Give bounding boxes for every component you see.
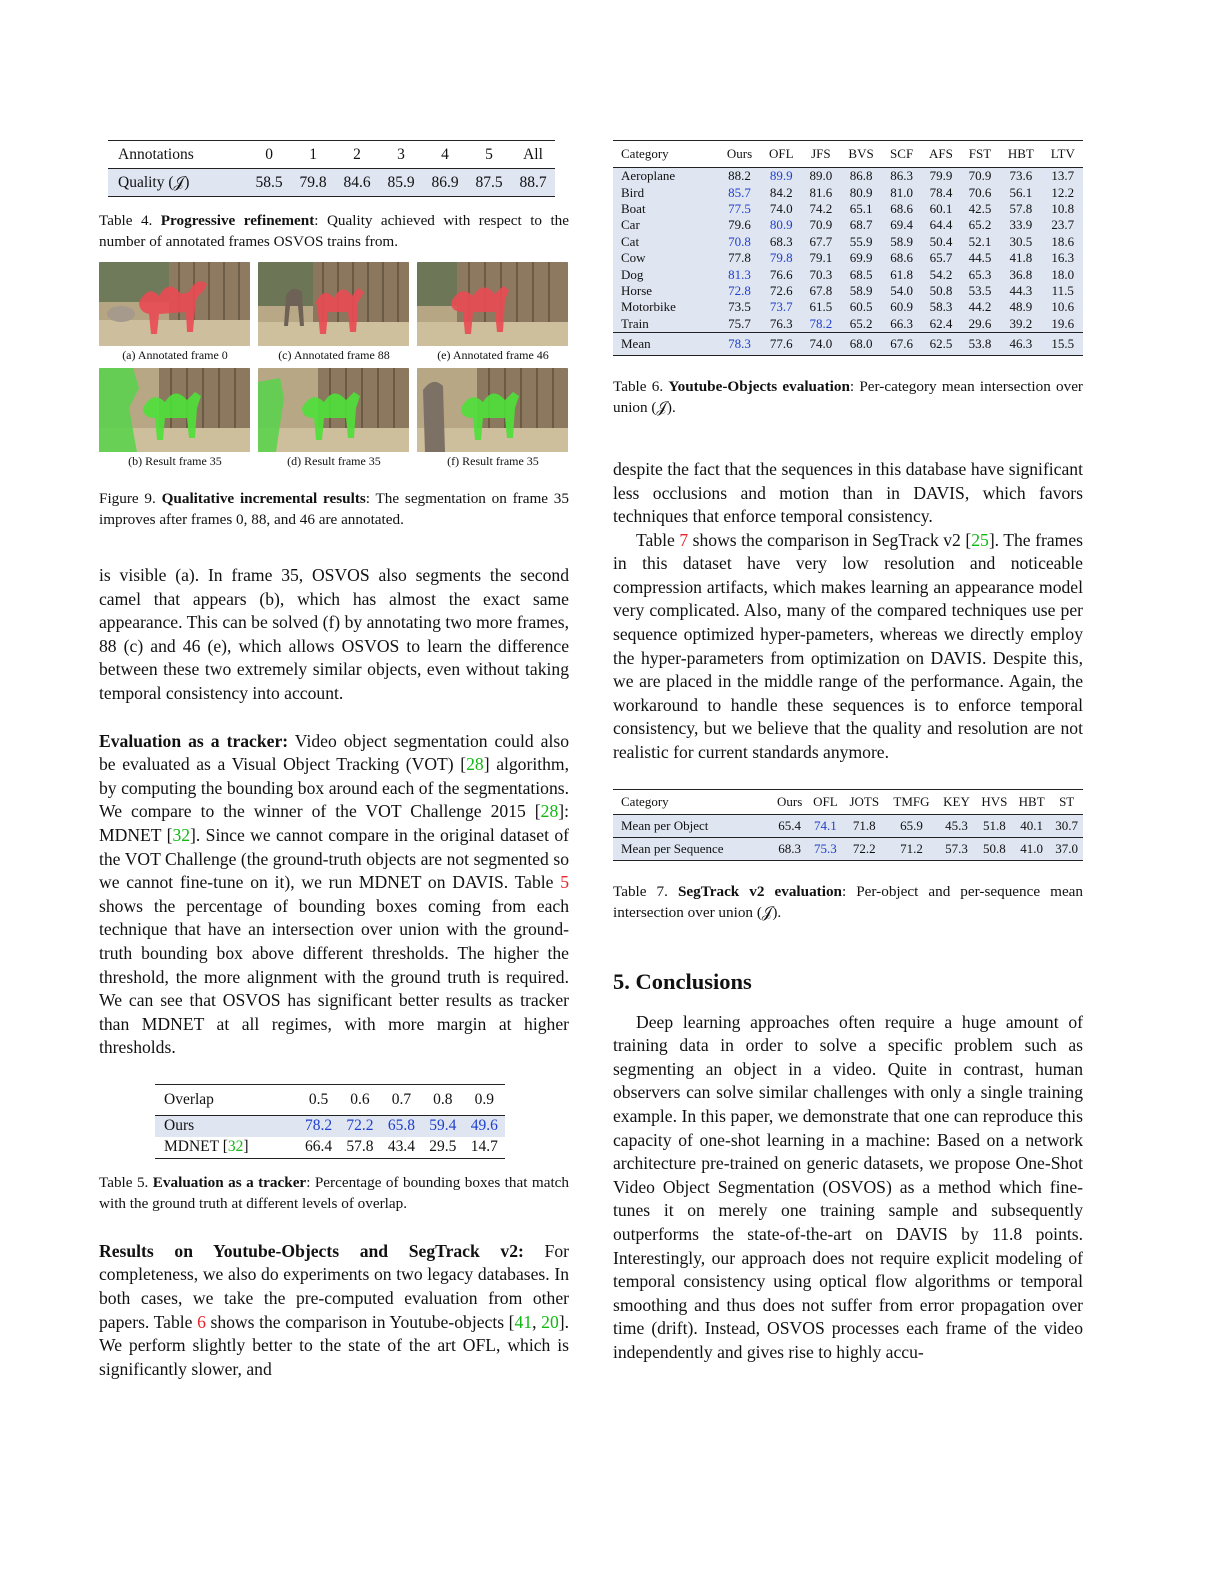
table-4 bbox=[108, 140, 555, 197]
table-6-cell: 19.6 bbox=[1043, 316, 1083, 333]
table-6-cell: 79.6 bbox=[718, 217, 760, 233]
table-6-cell: 75.7 bbox=[718, 316, 760, 333]
table-6-cell: 68.7 bbox=[840, 217, 882, 233]
table-6-cell: Aeroplane bbox=[613, 168, 718, 185]
table-6-cell: 67.8 bbox=[802, 283, 840, 299]
table-6-cell: 13.7 bbox=[1043, 168, 1083, 185]
table-6-cell: 81.6 bbox=[802, 184, 840, 200]
figure-image-result-frame-35-f bbox=[417, 368, 568, 452]
table-6-cell: 88.2 bbox=[718, 168, 760, 185]
text: ]: MDNET [ bbox=[99, 801, 569, 845]
table-6-cell: 76.3 bbox=[761, 316, 802, 333]
table-6-cell: 84.2 bbox=[761, 184, 802, 200]
table-6-cell: Cow bbox=[613, 250, 718, 266]
paragraph-text: despite the fact that the sequences in this database have significant less occlusions and motion than in DAVIS, which favors techniques that enforce temporal consistency. bbox=[613, 458, 1083, 527]
table-6-cell: 73.5 bbox=[718, 299, 760, 315]
table-5-cell: 72.2 bbox=[339, 1115, 380, 1137]
paragraph-text: is visible (a). In frame 35, OSVOS also segments the second camel that appears (b), which has almost the exact same appearance. This can be solved (f) by annotating two more frames, 88 (c) and 46 (e), which allows OSVOS to learn the difference between these two extremely similar objects, even without taking temporal consistency into account. bbox=[99, 565, 569, 703]
table-6-cell: 53.8 bbox=[961, 332, 999, 355]
table-7-cell: 65.9 bbox=[886, 814, 938, 837]
subcaption-e: (e) Annotated frame 46 bbox=[437, 348, 549, 362]
table-5-header-cell: 0.7 bbox=[381, 1084, 422, 1115]
table-7-header-cell: ST bbox=[1050, 789, 1083, 814]
table-6-cell: 65.3 bbox=[961, 266, 999, 282]
tracker-heading: Evaluation as a tracker: bbox=[99, 730, 289, 751]
caption-title: SegTrack v2 evaluation bbox=[677, 882, 842, 900]
table-7-cell: 71.2 bbox=[886, 837, 938, 860]
table-6-cell: 85.7 bbox=[718, 184, 760, 200]
table-6-cell: Mean bbox=[613, 332, 718, 355]
table-6-cell: 58.9 bbox=[840, 283, 882, 299]
figure-image-annotated-frame-88 bbox=[258, 262, 409, 346]
table-5-header-row bbox=[155, 1084, 505, 1115]
table-6-cell: 10.8 bbox=[1043, 201, 1083, 217]
table-6-cell: 68.5 bbox=[840, 266, 882, 282]
table-6 bbox=[613, 140, 1083, 356]
table-6-cell: 68.6 bbox=[882, 201, 921, 217]
table-6-cell: 60.9 bbox=[882, 299, 921, 315]
table-6-cell: 79.1 bbox=[802, 250, 840, 266]
left-column bbox=[99, 140, 569, 1381]
table-7-cell: 65.4 bbox=[772, 814, 808, 837]
table-6-cell: 72.8 bbox=[718, 283, 760, 299]
table-6-cell: 33.9 bbox=[999, 217, 1043, 233]
text: ] algorithm, by computing the bounding box around each of the segmentations. We compare to the winner of the VOT Challenge 2015 [ bbox=[99, 754, 569, 822]
table-4-quality-row bbox=[108, 169, 555, 197]
caption-text: : Per-object and per-sequence mean intersection over union (𝒥). bbox=[613, 882, 1084, 921]
table-4-header-cell: 4 bbox=[423, 141, 467, 169]
table-6-cell: 10.6 bbox=[1043, 299, 1083, 315]
table-6-cell: 76.6 bbox=[761, 266, 802, 282]
table-6-cell: 62.5 bbox=[921, 332, 961, 355]
table-6-cell: 55.9 bbox=[840, 234, 882, 250]
table-5-cell bbox=[155, 1137, 298, 1159]
table-6-cell: Cat bbox=[613, 234, 718, 250]
table-6-cell: 30.5 bbox=[999, 234, 1043, 250]
table-5-header-cell: 0.5 bbox=[298, 1084, 339, 1115]
table-7-cell: 50.8 bbox=[976, 837, 1013, 860]
table-6-cell: 58.3 bbox=[921, 299, 961, 315]
table-6-row bbox=[613, 250, 1083, 266]
table-6-cell: Motorbike bbox=[613, 299, 718, 315]
table-6-row bbox=[613, 168, 1083, 185]
text: shows the comparison in SegTrack v2 [ bbox=[688, 529, 972, 550]
table-6-cell: 81.0 bbox=[882, 184, 921, 200]
text: Table bbox=[636, 529, 680, 550]
table-ref-link[interactable]: 6 bbox=[197, 1311, 206, 1332]
citation-link[interactable]: 28 bbox=[466, 754, 484, 775]
table-7-cell: 40.1 bbox=[1013, 814, 1050, 837]
table-7-caption bbox=[613, 881, 1083, 923]
table-6-cell: 56.1 bbox=[999, 184, 1043, 200]
table-6-cell: 58.9 bbox=[882, 234, 921, 250]
table-6-cell: 69.9 bbox=[840, 250, 882, 266]
table-6-cell: 39.2 bbox=[999, 316, 1043, 333]
table-6-cell: 80.9 bbox=[840, 184, 882, 200]
table-6-cell: 18.0 bbox=[1043, 266, 1083, 282]
table-7-cell: 37.0 bbox=[1050, 837, 1083, 860]
table-6-cell: 12.2 bbox=[1043, 184, 1083, 200]
table-4-header-cell: 1 bbox=[291, 141, 335, 169]
table-6-cell: 74.0 bbox=[802, 332, 840, 355]
table-7-cell: 57.3 bbox=[937, 837, 975, 860]
table-6-cell: 11.5 bbox=[1043, 283, 1083, 299]
caption-text: : Quality achieved with respect to the number of annotated frames OSVOS trains from. bbox=[99, 212, 569, 250]
table-4-cell: 79.8 bbox=[291, 169, 335, 197]
table-4-cell: 88.7 bbox=[511, 169, 555, 197]
table-7-cell: 41.0 bbox=[1013, 837, 1050, 860]
table-5-cell: 29.5 bbox=[429, 1138, 457, 1156]
table-6-cell: 18.6 bbox=[1043, 234, 1083, 250]
table-6-cell: Train bbox=[613, 316, 718, 333]
table-7-cell: 45.3 bbox=[937, 814, 975, 837]
table-6-cell: Boat bbox=[613, 201, 718, 217]
table-7-header-row bbox=[613, 789, 1083, 814]
segtrack-paragraph bbox=[613, 529, 1083, 765]
text: ]. The frames in this dataset have very low resolution and noticeable compression artifacts, which makes learning an appearance model very complicated. Also, many of the compared techniques use per sequence optimized hyper-pameters, whereas we directly employ the hyper-parameters from optimization on DAVIS. Despite this, we are placed in the middle range of the performance. Again, the workaround to handle these sequences is to enforce temporal consistency, but we believe that the quality and resolution are not realistic for current standards anymore. bbox=[613, 529, 1083, 763]
table-5-cell: Ours bbox=[155, 1115, 298, 1137]
table-6-cell: 65.2 bbox=[961, 217, 999, 233]
table-6-row bbox=[613, 217, 1083, 233]
table-6-cell: 61.5 bbox=[802, 299, 840, 315]
table-6-cell: 72.6 bbox=[761, 283, 802, 299]
table-6-header-cell: Ours bbox=[718, 141, 760, 168]
table-4-caption bbox=[99, 210, 569, 252]
citation-link[interactable]: 32 bbox=[172, 824, 191, 845]
table-7-cell: 75.3 bbox=[808, 837, 843, 860]
caption-label: Table 5. bbox=[99, 1173, 149, 1191]
table-6-cell: Dog bbox=[613, 266, 718, 282]
table-7-header-cell: Ours bbox=[772, 789, 808, 814]
table-6-cell: 64.4 bbox=[921, 217, 961, 233]
right-column bbox=[613, 140, 1083, 1365]
table-6-row bbox=[613, 201, 1083, 217]
table-4-cell: Quality (𝒥) bbox=[108, 169, 247, 197]
table-6-header-cell: AFS bbox=[921, 141, 961, 168]
text: ]. We perform slightly better to the state of the art OFL, which is significantly slower, and bbox=[99, 1311, 570, 1379]
text: Video object segmentation could also be evaluated as a Visual Object Tracking (VOT) [ bbox=[99, 730, 569, 775]
table-6-header-cell: FST bbox=[961, 141, 999, 168]
text: shows the comparison in Youtube-objects [ bbox=[205, 1311, 515, 1332]
table-6-header-cell: OFL bbox=[761, 141, 802, 168]
table-6-cell: 86.8 bbox=[840, 168, 882, 185]
table-6-row bbox=[613, 234, 1083, 250]
text: , bbox=[532, 1311, 542, 1332]
caption-label: Table 6. bbox=[613, 377, 664, 395]
table-5 bbox=[155, 1084, 505, 1159]
table-6-cell: 73.6 bbox=[999, 168, 1043, 185]
table-7-cell: 51.8 bbox=[976, 814, 1013, 837]
table-6-cell: 74.0 bbox=[761, 201, 802, 217]
table-5-cell: 59.4 bbox=[422, 1115, 463, 1137]
table-6-cell: 29.6 bbox=[961, 316, 999, 333]
table-6-header-cell: BVS bbox=[840, 141, 882, 168]
subcaption-c: (c) Annotated frame 88 bbox=[278, 348, 390, 362]
subcaption-d: (d) Result frame 35 bbox=[287, 454, 381, 468]
table-6-cell: 62.4 bbox=[921, 316, 961, 333]
subcaption-a: (a) Annotated frame 0 bbox=[122, 348, 228, 362]
table-6-cell: 54.2 bbox=[921, 266, 961, 282]
citation-link[interactable]: 41 bbox=[514, 1311, 533, 1332]
text: ]. Since we cannot compare in the original dataset of the VOT Challenge (the ground-truth objects are not segmented so we cannot fine-tune on it), we run MDNET on DAVIS. Table bbox=[99, 824, 569, 893]
table-6-cell: 16.3 bbox=[1043, 250, 1083, 266]
table-7-header-cell: Category bbox=[613, 789, 772, 814]
table-4-cell: 84.6 bbox=[335, 169, 379, 197]
results-paragraph bbox=[99, 1240, 569, 1382]
table-5-cell: 14.7 bbox=[470, 1138, 498, 1156]
table-4-cell: 86.9 bbox=[423, 169, 467, 197]
table-6-cell: 70.6 bbox=[961, 184, 999, 200]
table-6-cell: 86.3 bbox=[882, 168, 921, 185]
table-6-body bbox=[613, 168, 1083, 333]
figure-9 bbox=[99, 262, 569, 484]
table-5-header-cell: 0.6 bbox=[339, 1084, 380, 1115]
table-6-cell: 69.4 bbox=[882, 217, 921, 233]
caption-label: Table 7. bbox=[613, 882, 668, 900]
table-6-cell: 60.5 bbox=[840, 299, 882, 315]
table-6-cell: 41.8 bbox=[999, 250, 1043, 266]
table-4-header-cell: 0 bbox=[247, 141, 291, 169]
table-6-cell: 77.5 bbox=[718, 201, 760, 217]
caption-title: Progressive refinement bbox=[160, 212, 315, 229]
table-7-cell: 71.8 bbox=[843, 814, 886, 837]
table-6-cell: 89.9 bbox=[761, 168, 802, 185]
table-7-header-cell: HVS bbox=[976, 789, 1013, 814]
caption-text: : Per-category mean intersection over union (𝒥). bbox=[613, 377, 1083, 416]
table-6-row bbox=[613, 299, 1083, 315]
table-7-cell: Mean per Sequence bbox=[613, 837, 772, 860]
row-label-close: ] bbox=[243, 1138, 249, 1156]
table-6-cell: 74.2 bbox=[802, 201, 840, 217]
table-7-header-cell: TMFG bbox=[886, 789, 938, 814]
table-7-header-cell: KEY bbox=[937, 789, 975, 814]
table-6-cell: 68.0 bbox=[840, 332, 882, 355]
figure-image-annotated-frame-0 bbox=[99, 262, 250, 346]
table-6-cell: 53.5 bbox=[961, 283, 999, 299]
text: For completeness, we also do experiments on two legacy databases. In both cases, we take the pre-computed evaluation from other papers. Table bbox=[99, 1240, 569, 1332]
table-6-cell: 44.3 bbox=[999, 283, 1043, 299]
table-6-cell: 70.9 bbox=[961, 168, 999, 185]
citation-link[interactable]: 25 bbox=[971, 529, 989, 550]
table-6-cell: Bird bbox=[613, 184, 718, 200]
table-6-cell: 67.7 bbox=[802, 234, 840, 250]
table-5-caption bbox=[99, 1172, 569, 1214]
table-7-cell: 30.7 bbox=[1050, 814, 1083, 837]
table-6-cell: 23.7 bbox=[1043, 217, 1083, 233]
table-6-cell: 70.9 bbox=[802, 217, 840, 233]
table-6-cell: 42.5 bbox=[961, 201, 999, 217]
paragraph-text: Deep learning approaches often require a huge amount of training data in order to solve a specific problem such as segmenting an object in a video. Quite in contrast, human observers can solve similar challenges with only a single training example. In this paper, we demonstrate that one can reproduce this capacity of one-shot learning in a machine: Based on a network architecture pre-trained on generic datasets, we propose One-Shot Video Object Segmentation (OSVOS) as a method which fine-tunes it on merely one training sample and subsequently outperforms the state-of-the-art on DAVIS by 11.8 points. Interestingly, our approach does not require explicit modeling of temporal consistency using optical flow algorithms or temporal smoothing and thus does not suffer from error propagation over time (drift). Instead, OSVOS processes each frame of the video independently and gives rise to highly accu- bbox=[613, 1011, 1083, 1362]
table-5-cell: 78.2 bbox=[298, 1115, 339, 1137]
text: shows the percentage of bounding boxes coming from each technique that have an intersection over union with the ground-truth bounding box above different thresholds. The higher the threshold, the more alignment with the ground truth is required. We can see that OSVOS has significant better results as tracker than MDNET at all regimes, with more margin at higher thresholds. bbox=[99, 895, 569, 1058]
table-6-cell: 68.6 bbox=[882, 250, 921, 266]
table-7-header-cell: HBT bbox=[1013, 789, 1050, 814]
table-6-cell: 44.2 bbox=[961, 299, 999, 315]
table-4-header-cell: Annotations bbox=[108, 141, 247, 169]
subcaption-f: (f) Result frame 35 bbox=[447, 454, 539, 468]
table-6-cell: 77.8 bbox=[718, 250, 760, 266]
table-6-cell: 79.9 bbox=[921, 168, 961, 185]
table-4-header-row bbox=[108, 141, 555, 169]
table-5-mdnet-row bbox=[155, 1137, 505, 1159]
table-6-cell: 89.0 bbox=[802, 168, 840, 185]
table-4-header-cell: 5 bbox=[467, 141, 511, 169]
table-4-cell: 87.5 bbox=[467, 169, 511, 197]
table-6-cell: 68.3 bbox=[761, 234, 802, 250]
table-6-header-cell: HBT bbox=[999, 141, 1043, 168]
table-6-row bbox=[613, 266, 1083, 282]
section-heading-conclusions: 5. Conclusions bbox=[613, 968, 752, 994]
table-5-ours-row bbox=[155, 1115, 505, 1137]
table-6-header-cell: LTV bbox=[1043, 141, 1083, 168]
table-6-cell: 70.8 bbox=[718, 234, 760, 250]
subcaption-b: (b) Result frame 35 bbox=[128, 454, 222, 468]
caption-text: : Percentage of bounding boxes that match with the ground truth at different levels of overlap. bbox=[99, 1173, 570, 1212]
table-6-cell: 66.3 bbox=[882, 316, 921, 333]
table-6-cell: 78.3 bbox=[718, 332, 760, 355]
figure-image-annotated-frame-46 bbox=[417, 262, 568, 346]
table-6-cell: 79.8 bbox=[761, 250, 802, 266]
caption-title: Qualitative incremental results bbox=[161, 490, 366, 507]
table-6-header-row bbox=[613, 141, 1083, 168]
table-6-cell: 78.2 bbox=[802, 316, 840, 333]
caption-label: Table 4. bbox=[99, 212, 153, 229]
figure-9-caption bbox=[99, 488, 569, 530]
table-6-header-cell: JFS bbox=[802, 141, 840, 168]
table-6-caption bbox=[613, 376, 1083, 418]
tracker-paragraph bbox=[99, 730, 569, 1060]
table-6-cell: 60.1 bbox=[921, 201, 961, 217]
table-6-cell: 50.8 bbox=[921, 283, 961, 299]
figure-image-result-frame-35-b bbox=[99, 368, 250, 452]
table-5-cell: 65.8 bbox=[381, 1115, 422, 1137]
table-4-cell: 58.5 bbox=[247, 169, 291, 197]
table-6-cell: 48.9 bbox=[999, 299, 1043, 315]
table-6-cell: 50.4 bbox=[921, 234, 961, 250]
table-4-cell: 85.9 bbox=[379, 169, 423, 197]
table-ref-link[interactable]: 7 bbox=[679, 529, 689, 550]
caption-title: Youtube-Objects evaluation bbox=[668, 377, 850, 395]
table-6-cell: 36.8 bbox=[999, 266, 1043, 282]
table-6-cell: 65.1 bbox=[840, 201, 882, 217]
table-6-cell: 73.7 bbox=[761, 299, 802, 315]
table-6-cell: 80.9 bbox=[761, 217, 802, 233]
table-5-header-cell: 0.8 bbox=[422, 1084, 463, 1115]
caption-label: Figure 9. bbox=[99, 490, 156, 507]
table-5-cell: 49.6 bbox=[464, 1115, 505, 1137]
table-6-cell: 81.3 bbox=[718, 266, 760, 282]
conclusions-paragraph bbox=[613, 1011, 1083, 1365]
table-6-cell: 46.3 bbox=[999, 332, 1043, 355]
table-6-cell: 65.7 bbox=[921, 250, 961, 266]
table-6-cell: 78.4 bbox=[921, 184, 961, 200]
row-label: MDNET [ bbox=[164, 1138, 228, 1156]
table-6-cell: 57.8 bbox=[999, 201, 1043, 217]
table-7-cell: 68.3 bbox=[772, 837, 808, 860]
table-7-cell: 74.1 bbox=[808, 814, 843, 837]
table-6-cell: 52.1 bbox=[961, 234, 999, 250]
table-4-header-cell: All bbox=[511, 141, 555, 169]
table-5-cell: 43.4 bbox=[387, 1138, 415, 1156]
table-4-header-cell: 3 bbox=[379, 141, 423, 169]
table-6-cell: 54.0 bbox=[882, 283, 921, 299]
table-7-row-per-sequence bbox=[613, 837, 1083, 860]
table-ref-link[interactable]: 5 bbox=[560, 872, 569, 893]
table-6-cell: 65.2 bbox=[840, 316, 882, 333]
right-paragraph-1 bbox=[613, 458, 1083, 765]
table-5-cell: 57.8 bbox=[346, 1138, 374, 1156]
table-7-header-cell: JOTS bbox=[843, 789, 886, 814]
table-6-header-cell: SCF bbox=[882, 141, 921, 168]
table-6-cell: 70.3 bbox=[802, 266, 840, 282]
caption-title: Evaluation as a tracker bbox=[152, 1173, 307, 1191]
table-7-cell: Mean per Object bbox=[613, 814, 772, 837]
table-5-cell: 66.4 bbox=[305, 1138, 333, 1156]
table-6-cell: 15.5 bbox=[1043, 332, 1083, 355]
citation-link[interactable]: 28 bbox=[540, 801, 559, 822]
figure-image-result-frame-35-d bbox=[258, 368, 409, 452]
table-6-row bbox=[613, 184, 1083, 200]
caption-text: : The segmentation on frame 35 improves after frames 0, 88, and 46 are annotated. bbox=[99, 490, 569, 528]
table-6-cell: 77.6 bbox=[761, 332, 802, 355]
table-6-cell: 61.8 bbox=[882, 266, 921, 282]
table-7-cell: 72.2 bbox=[843, 837, 886, 860]
table-7 bbox=[613, 789, 1083, 861]
table-5-header-cell: 0.9 bbox=[464, 1084, 505, 1115]
citation-link[interactable]: 32 bbox=[227, 1138, 244, 1156]
table-6-mean-row bbox=[613, 332, 1083, 355]
table-6-cell: 67.6 bbox=[882, 332, 921, 355]
table-6-header-cell: Category bbox=[613, 141, 718, 168]
results-heading: Results on Youtube-Objects and SegTrack v2: bbox=[99, 1240, 524, 1261]
table-6-row bbox=[613, 316, 1083, 333]
table-7-row-per-object bbox=[613, 814, 1083, 837]
table-6-cell: Horse bbox=[613, 283, 718, 299]
table-4-header-cell: 2 bbox=[335, 141, 379, 169]
table-6-cell: 44.5 bbox=[961, 250, 999, 266]
left-paragraph-1 bbox=[99, 564, 569, 706]
table-5-header-cell: Overlap bbox=[155, 1084, 298, 1115]
table-6-row bbox=[613, 283, 1083, 299]
table-6-cell: Car bbox=[613, 217, 718, 233]
citation-link[interactable]: 20 bbox=[541, 1311, 559, 1332]
table-7-header-cell: OFL bbox=[808, 789, 843, 814]
